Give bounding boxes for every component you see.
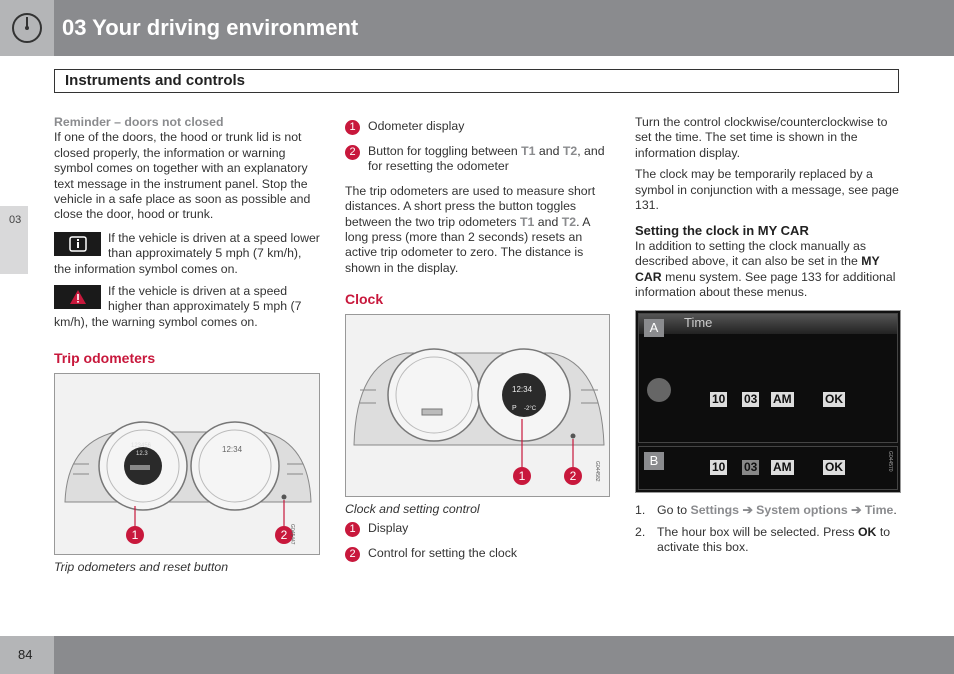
list-item [635, 503, 900, 518]
step-number: 1. [635, 503, 646, 518]
mycar-time-screen-figure [635, 310, 901, 493]
list-item [345, 144, 610, 175]
column-right [635, 115, 900, 562]
step-number: 2. [635, 524, 646, 539]
chapter-icon-box [0, 0, 54, 56]
trip-figure-badge-1: 1 [131, 527, 139, 542]
screen-label-b: B [644, 452, 664, 470]
screen-panel-b [638, 446, 898, 490]
setting-steps-list [635, 503, 900, 555]
warning-triangle-icon [54, 285, 101, 309]
trip-odometer-paragraph: The trip odometers are used to measure short distances. A short press the button toggles between the two trip odometers T1 and T2. A long press (more than 2 seconds) resets an active trip odometer to zero. The distance is shown in the display. [345, 183, 596, 275]
list-item [635, 525, 900, 556]
trip-figure-clock-readout: 12:34 [222, 444, 243, 454]
toggle-button-text: Button for toggling between T1 and T2, and for resetting the odometer [368, 144, 605, 174]
chapter-title: 03 Your driving environment [62, 15, 359, 40]
arrow-right-icon: ➔ [851, 503, 862, 518]
gauge-icon [11, 12, 43, 44]
screen-a-ok-button[interactable]: OK [825, 392, 843, 407]
screen-b-hour: 10 [712, 460, 726, 475]
screen-a-minute: 03 [744, 392, 758, 407]
trip-odometer-figure [54, 373, 320, 555]
callout-badge: 1 [345, 522, 360, 537]
list-item-text: Display [368, 521, 409, 536]
clock-figure-badge-1: 1 [518, 468, 526, 483]
clock-heading: Clock [345, 291, 384, 308]
arrow-right-icon: ➔ [742, 503, 753, 518]
clock-figure [345, 314, 610, 497]
callout-badge: 1 [345, 120, 360, 135]
info-symbol-row [54, 231, 320, 277]
clock-figure-park-readout: P [512, 404, 517, 412]
trip-figure-badge-2: 2 [280, 527, 288, 542]
column-middle [345, 115, 610, 571]
reminder-text: If one of the doors, the hood or trunk lid is not closed properly, the information or warning symbol comes on together with an explanatory text message in the instrument panel. Stop the vehicle in a safe place as soon as possible and close the door, hood or trunk. [54, 130, 311, 222]
warning-symbol-row [54, 284, 320, 330]
screen-title: Time [684, 315, 713, 331]
screen-b-ampm: AM [773, 460, 792, 475]
section-title: Instruments and controls [54, 69, 899, 93]
step-1-text: Go to Settings ➔ System options ➔ Time. [657, 503, 897, 518]
clock-figure-badge-2: 2 [569, 468, 577, 483]
screen-a-hour: 10 [712, 392, 726, 407]
callout-badge: 2 [345, 547, 360, 562]
screen-code: G044570 [887, 451, 893, 473]
list-item [345, 546, 610, 562]
list-item [345, 521, 610, 537]
screen-title-bar [639, 314, 897, 334]
reminder-heading: Reminder – doors not closed [54, 115, 224, 129]
clock-figure-time-readout: 12:34 [512, 384, 533, 394]
clock-figure-temp-readout: -2°C [524, 405, 537, 412]
mycar-paragraph: In addition to setting the clock manually as described above, it can also be set in the MY CAR menu system. See page 133 for additional information about these menus. [635, 238, 896, 300]
mycar-heading: Setting the clock in MY CAR [635, 223, 809, 239]
trip-figure-caption: Trip odometers and reset button [54, 559, 229, 574]
trip-figure-odo-readout: 123456 [131, 442, 152, 449]
step-2-text: The hour box will be selected. Press OK to activate this box. [657, 524, 891, 555]
column-left [54, 115, 320, 575]
screen-b-ok-button[interactable]: OK [825, 460, 843, 475]
trip-figure-code: G045447 [289, 523, 295, 545]
chapter-header [0, 0, 954, 56]
info-symbol-text: If the vehicle is driven at a speed lower than approximately 5 mph (7 km/h), the information symbol comes on. [54, 230, 320, 276]
page-footer [0, 636, 954, 674]
callout-badge: 2 [345, 145, 360, 160]
list-item-text: Control for setting the clock [368, 546, 517, 561]
warning-symbol-text: If the vehicle is driven at a speed higher than approximately 5 mph (7 km/h), the warning symbol comes on. [54, 284, 302, 329]
wrench-icon [647, 378, 671, 402]
list-item [345, 119, 610, 135]
trip-odometers-heading: Trip odometers [54, 350, 156, 367]
clock-figure-caption: Clock and setting control [345, 501, 480, 516]
information-symbol-icon [54, 232, 101, 256]
trip-figure-trip-readout: 12.3 [136, 450, 148, 457]
page-number: 84 [0, 636, 54, 674]
turn-control-paragraph: Turn the control clockwise/counterclockwise to set the time. The set time is shown in the information display. [635, 115, 888, 160]
screen-a-ampm: AM [773, 392, 792, 407]
odometer-display-text: Odometer display [368, 119, 465, 133]
screen-b-minute: 03 [744, 460, 758, 475]
screen-panel-a [638, 313, 898, 443]
clock-figure-code: G044582 [594, 460, 600, 482]
clock-replaced-paragraph: The clock may be temporarily replaced by a symbol in conjunction with a message, see page 131. [635, 167, 899, 213]
screen-label-a: A [644, 319, 664, 337]
chapter-side-tab: 03 [0, 206, 28, 274]
